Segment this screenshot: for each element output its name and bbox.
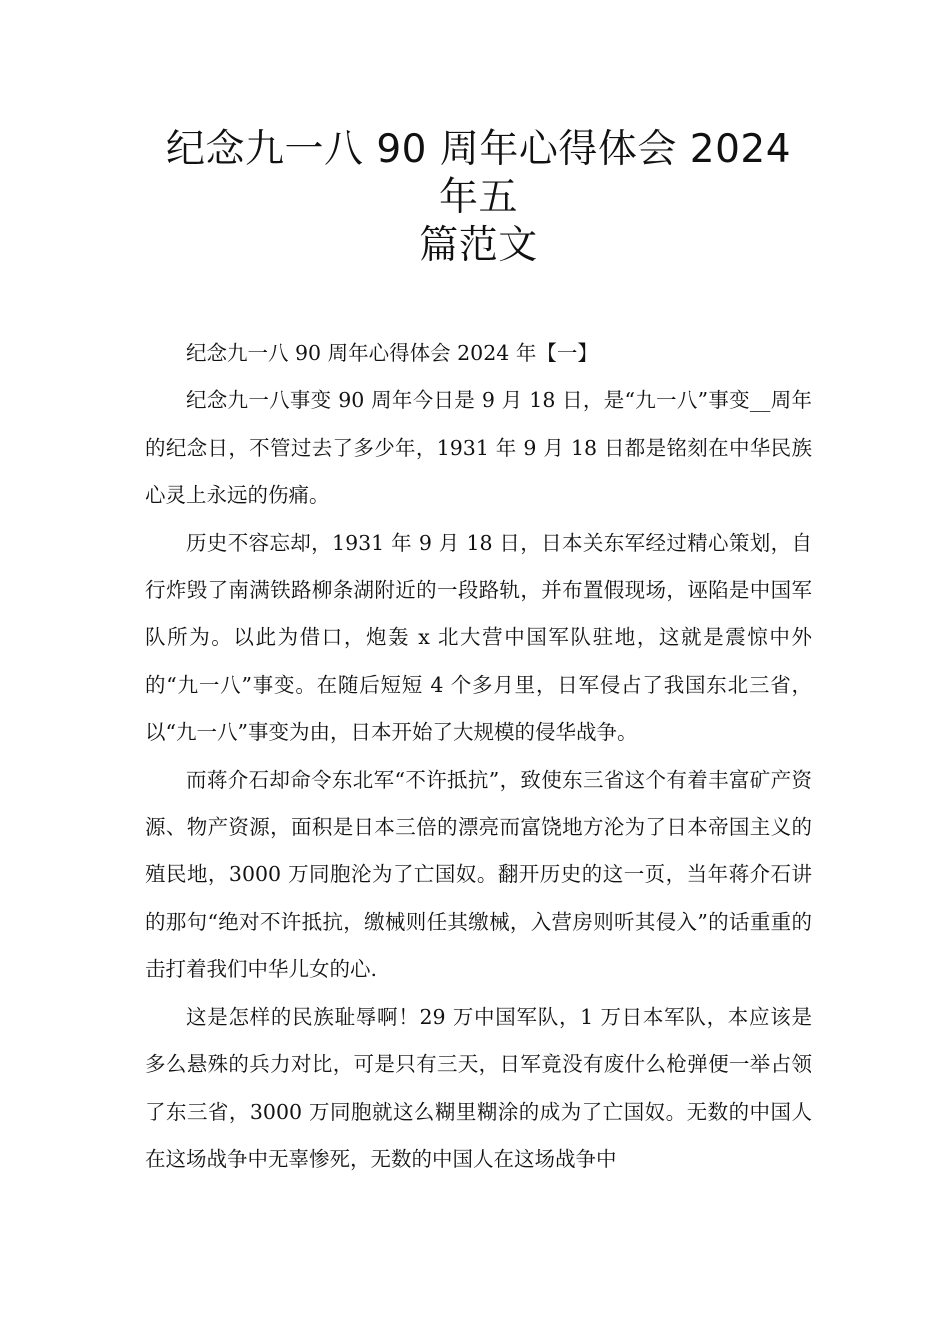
document-title (145, 126, 812, 270)
section-heading: 纪念九一八 90 周年心得体会 2024 年【一】 (186, 341, 598, 365)
paragraph: 这是怎样的民族耻辱啊！29 万中国军队，1 万日本军队，本应该是多么悬殊的兵力对比，可是只有三天，日军竟没有废什么枪弹便一举占领了东三省，3000 万同胞就这么糊里糊涂的成为了亡国奴。无数的中国人在这场战争中无辜惨死，无数的中国人在这场战争中 (145, 1004, 812, 1171)
paragraph: 历史不容忘却，1931 年 9 月 18 日，日本关东军经过精心策划，自行炸毁了南满铁路柳条湖附近的一段路轨，并布置假现场，诬陷是中国军队所为。以此为借口，炮轰 x 北大营中国军队驻地，这就是震惊中外的“九一八”事变。在随后短短 4 个多月里，日军侵占了我国东北三省，以“九一八”事变为由，日本开始了大规模的侵华战争。 (145, 530, 812, 745)
paragraph: 纪念九一八事变 90 周年今日是 9 月 18 日，是“九一八”事变__周年的纪念日，不管过去了多少年，1931 年 9 月 18 日都是铭刻在中华民族心灵上永远的伤痛。 (145, 388, 812, 508)
title-line-1: 纪念九一八 90 周年心得体会 2024 年五 (165, 127, 792, 220)
title-line-2: 篇范文 (419, 223, 538, 268)
document-body (145, 330, 812, 1183)
paragraph: 而蒋介石却命令东北军“不许抵抗”，致使东三省这个有着丰富矿产资源、物产资源，面积是日本三倍的漂亮而富饶地方沦为了日本帝国主义的殖民地，3000 万同胞沦为了亡国奴。翻开历史的这一页，当年蒋介石讲的那句“绝对不许抵抗，缴械则任其缴械，入营房则听其侵入”的话重重的击打着我们中华儿女的心. (145, 767, 812, 982)
